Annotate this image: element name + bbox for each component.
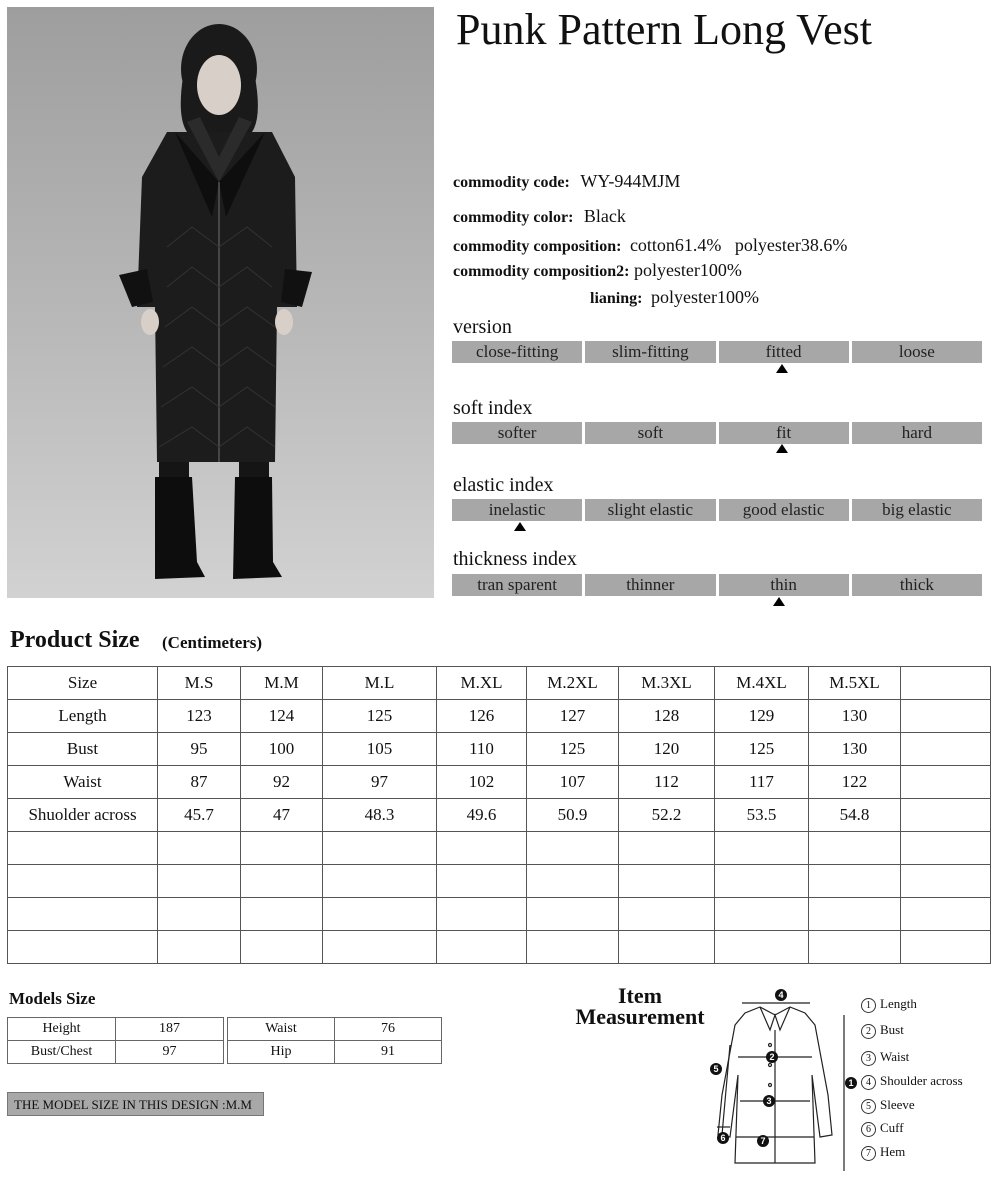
elastic-index-option: big elastic	[852, 499, 982, 521]
svg-text:6: 6	[720, 1133, 726, 1143]
table-cell: 87	[158, 766, 241, 799]
table-cell: 123	[158, 700, 241, 733]
table-cell: 129	[715, 700, 809, 733]
table-cell: 54.8	[809, 799, 901, 832]
version-option: fitted	[719, 341, 849, 363]
commodity-composition2-value: polyester100%	[633, 260, 742, 280]
item-measurement-title-line1: Item	[618, 983, 662, 1008]
table-cell: 120	[619, 733, 715, 766]
lining-value: polyester100%	[650, 287, 759, 307]
table-cell: 127	[527, 700, 619, 733]
table-cell: Length	[8, 700, 158, 733]
table-cell: Height	[8, 1018, 116, 1041]
table-cell: Shuolder across	[8, 799, 158, 832]
table-cell: 125	[527, 733, 619, 766]
commodity-composition2-row	[453, 260, 742, 281]
size-header-cell: M.5XL	[809, 667, 901, 700]
lining-row	[590, 287, 759, 308]
table-cell: 76	[335, 1018, 442, 1041]
elastic-index-option: inelastic	[452, 499, 582, 521]
commodity-code-row	[453, 171, 680, 192]
models-size-title: Models Size	[9, 989, 96, 1008]
table-cell: 45.7	[158, 799, 241, 832]
empty-row	[8, 832, 991, 865]
models-size-table-right	[227, 1017, 442, 1064]
table-cell: 126	[437, 700, 527, 733]
empty-row	[8, 931, 991, 964]
soft-index-selected-marker	[776, 444, 788, 453]
legend-item: 2 Bust	[861, 1022, 904, 1039]
size-header-cell: M.3XL	[619, 667, 715, 700]
product-photo	[7, 7, 434, 598]
svg-text:7: 7	[760, 1136, 766, 1146]
table-cell: 47	[241, 799, 323, 832]
model-size-note: THE MODEL SIZE IN THIS DESIGN :M.M	[7, 1092, 264, 1116]
size-header-cell: M.2XL	[527, 667, 619, 700]
svg-text:2: 2	[769, 1052, 775, 1062]
thickness-index-selected-marker	[773, 597, 785, 606]
size-header-cell: Size	[8, 667, 158, 700]
elastic-index-scale	[452, 499, 982, 521]
table-cell: Waist	[8, 766, 158, 799]
table-cell: 112	[619, 766, 715, 799]
legend-item: 6 Cuff	[861, 1120, 904, 1137]
version-scale	[452, 341, 982, 363]
table-cell: 107	[527, 766, 619, 799]
table-cell: 50.9	[527, 799, 619, 832]
empty-row	[8, 865, 991, 898]
coat-measurement-diagram	[700, 985, 854, 1175]
thickness-index-option: tran sparent	[452, 574, 582, 596]
table-cell: 52.2	[619, 799, 715, 832]
size-header-cell: M.XL	[437, 667, 527, 700]
product-size-title: Product Size	[10, 627, 140, 653]
table-cell: Bust/Chest	[8, 1041, 116, 1064]
commodity-composition-row	[453, 235, 847, 256]
table-cell: Bust	[8, 733, 158, 766]
soft-index-option: softer	[452, 422, 582, 444]
table-cell: 92	[241, 766, 323, 799]
elastic-index-option: good elastic	[719, 499, 849, 521]
legend-item: 7 Hem	[861, 1144, 905, 1161]
commodity-composition-value: cotton61.4% polyester38.6%	[629, 235, 848, 255]
thickness-index-option: thick	[852, 574, 982, 596]
table-cell	[901, 733, 991, 766]
size-header-cell: M.L	[323, 667, 437, 700]
svg-text:4: 4	[778, 990, 784, 1000]
table-row	[8, 1041, 224, 1064]
size-header-cell: M.M	[241, 667, 323, 700]
table-cell: 48.3	[323, 799, 437, 832]
svg-text:3: 3	[766, 1096, 772, 1106]
thickness-index-option: thinner	[585, 574, 715, 596]
soft-index-option: soft	[585, 422, 715, 444]
version-option: close-fitting	[452, 341, 582, 363]
legend-item: 5 Sleeve	[861, 1097, 915, 1114]
table-cell: Waist	[228, 1018, 335, 1041]
commodity-color-row	[453, 206, 626, 227]
table-cell: 49.6	[437, 799, 527, 832]
lining-label: lianing:	[590, 290, 643, 307]
table-cell	[901, 799, 991, 832]
item-measurement-title	[560, 985, 720, 1027]
size-header-cell	[901, 667, 991, 700]
table-cell: 95	[158, 733, 241, 766]
commodity-color-value: Black	[583, 206, 626, 226]
table-cell: 97	[116, 1041, 224, 1064]
thickness-index-option: thin	[719, 574, 849, 596]
model-figure-illustration	[7, 7, 434, 598]
product-title: Punk Pattern Long Vest	[456, 5, 872, 54]
version-title: version	[453, 316, 512, 338]
table-row	[8, 1018, 224, 1041]
table-row	[228, 1041, 442, 1064]
version-option: slim-fitting	[585, 341, 715, 363]
soft-index-option: fit	[719, 422, 849, 444]
table-cell: 130	[809, 700, 901, 733]
elastic-index-selected-marker	[514, 522, 526, 531]
table-cell: 128	[619, 700, 715, 733]
table-cell: 125	[715, 733, 809, 766]
table-cell: 105	[323, 733, 437, 766]
product-size-table	[7, 666, 991, 964]
size-header-cell: M.S	[158, 667, 241, 700]
svg-text:1: 1	[848, 1078, 854, 1088]
commodity-composition-label: commodity composition:	[453, 238, 622, 255]
models-size-table-left	[7, 1017, 224, 1064]
size-header-cell: M.4XL	[715, 667, 809, 700]
legend-item: 3 Waist	[861, 1049, 909, 1066]
table-cell: 124	[241, 700, 323, 733]
table-cell: 122	[809, 766, 901, 799]
table-cell: 53.5	[715, 799, 809, 832]
commodity-color-label: commodity color:	[453, 209, 574, 226]
soft-index-scale	[452, 422, 982, 444]
product-size-unit: (Centimeters)	[162, 633, 263, 652]
legend-item: 4 Shoulder across	[861, 1073, 963, 1090]
item-measurement-title-line2: Measurement	[575, 1004, 705, 1029]
svg-text:5: 5	[713, 1064, 719, 1074]
commodity-code-label: commodity code:	[453, 174, 570, 191]
table-cell: Hip	[228, 1041, 335, 1064]
table-row	[8, 700, 991, 733]
table-cell: 91	[335, 1041, 442, 1064]
table-row	[8, 799, 991, 832]
thickness-index-title: thickness index	[453, 548, 577, 570]
commodity-code-value: WY-944MJM	[580, 171, 681, 191]
table-cell: 125	[323, 700, 437, 733]
table-cell: 97	[323, 766, 437, 799]
version-selected-marker	[776, 364, 788, 373]
legend-item: 1 Length	[861, 996, 917, 1013]
table-cell: 187	[116, 1018, 224, 1041]
size-header-row	[8, 667, 991, 700]
thickness-index-scale	[452, 574, 982, 596]
empty-row	[8, 898, 991, 931]
table-cell: 102	[437, 766, 527, 799]
table-cell: 117	[715, 766, 809, 799]
soft-index-option: hard	[852, 422, 982, 444]
table-cell: 130	[809, 733, 901, 766]
table-cell	[901, 766, 991, 799]
version-option: loose	[852, 341, 982, 363]
table-cell: 110	[437, 733, 527, 766]
elastic-index-title: elastic index	[453, 474, 554, 496]
table-row	[8, 733, 991, 766]
soft-index-title: soft index	[453, 397, 533, 419]
table-row	[228, 1018, 442, 1041]
table-row	[8, 766, 991, 799]
commodity-composition2-label: commodity composition2:	[453, 263, 630, 280]
table-cell: 100	[241, 733, 323, 766]
elastic-index-option: slight elastic	[585, 499, 715, 521]
table-cell	[901, 700, 991, 733]
